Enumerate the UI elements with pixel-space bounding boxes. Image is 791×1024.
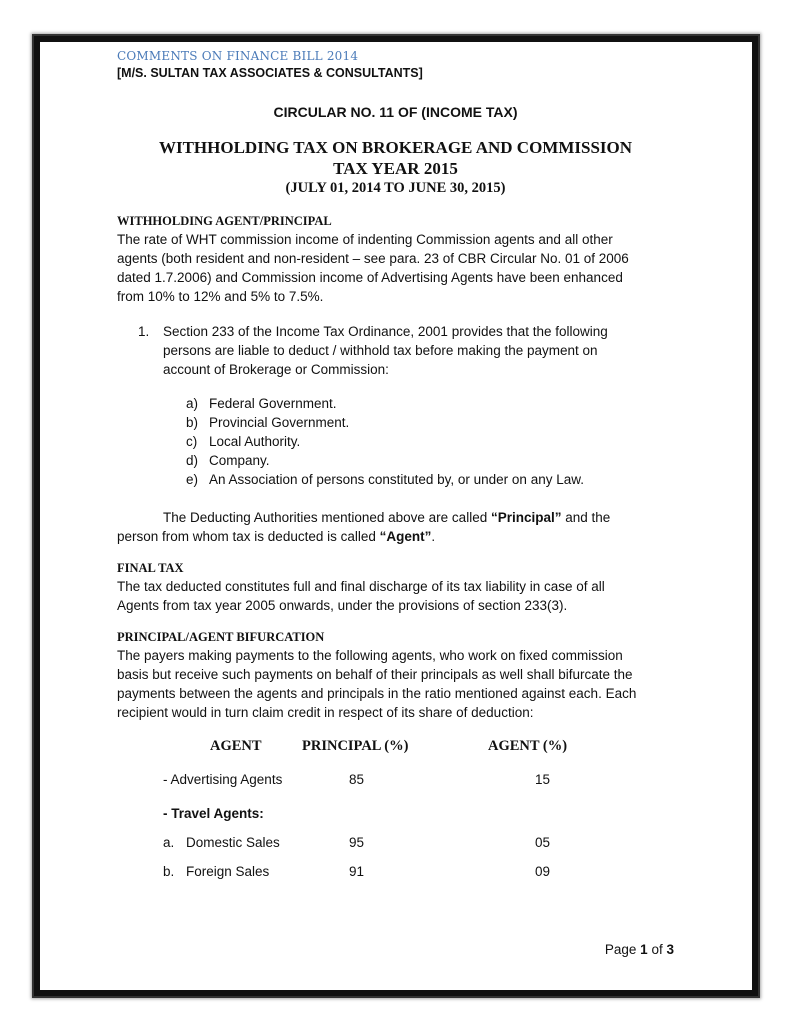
text-run: The Deducting Authorities mentioned above are called [163, 510, 491, 525]
para-line: agents (both resident and non-resident – see para. 23 of CBR Circular No. 01 of 2006 [117, 251, 629, 266]
tax-year: TAX YEAR 2015 [333, 159, 458, 178]
final-tax-paragraph [117, 577, 674, 615]
cell-principal: 85 [349, 772, 365, 787]
list-letter: d) [186, 453, 199, 468]
persons-list [186, 394, 666, 489]
withholding-paragraph [117, 230, 674, 306]
cell-agent: 05 [535, 835, 551, 850]
text-run: . [431, 529, 436, 544]
section-heading-withholding: WITHHOLDING AGENT/PRINCIPAL [117, 214, 332, 228]
list-text: Local Authority. [209, 434, 301, 449]
cell-agent: 09 [535, 864, 551, 879]
total-pages: 3 [666, 942, 674, 957]
para-line [117, 508, 674, 527]
item-line: Section 233 of the Income Tax Ordinance, 2001 provides that the following [163, 324, 608, 339]
column-header-agent-pct: AGENT (%) [488, 738, 568, 754]
para-line: recipient would in turn claim credit in respect of its share of deduction: [117, 705, 534, 720]
column-header-agent: AGENT [210, 738, 262, 754]
list-item [186, 413, 666, 432]
para-line: The tax deducted constitutes full and final discharge of its tax liability in case of all [117, 579, 605, 594]
para-line: dated 1.7.2006) and Commission income of Advertising Agents have been enhanced [117, 270, 623, 285]
item-line: persons are liable to deduct / withhold tax before making the payment on [163, 343, 598, 358]
header-firm: [M/S. SULTAN TAX ASSOCIATES & CONSULTANTS] [117, 66, 423, 80]
cell-agent: 15 [535, 772, 551, 787]
header-title: COMMENTS ON FINANCE BILL 2014 [117, 49, 359, 63]
list-text: Federal Government. [209, 396, 337, 411]
deducting-paragraph [117, 508, 674, 546]
row-label-foreign: Foreign Sales [186, 864, 270, 879]
document-title: WITHHOLDING TAX ON BROKERAGE AND COMMISSION [158, 138, 633, 157]
numbered-item-1 [138, 322, 674, 379]
list-item [186, 451, 666, 470]
row-letter: b. [163, 864, 175, 879]
list-letter: e) [186, 472, 199, 487]
list-item [186, 470, 666, 489]
text-run: person from whom tax is deducted is called [117, 529, 380, 544]
principal-term: “Principal” [490, 510, 562, 525]
list-text: An Association of persons constituted by, or under on any Law. [209, 472, 584, 487]
list-item [186, 394, 666, 413]
column-header-principal: PRINCIPAL (%) [302, 738, 409, 754]
para-line: The rate of WHT commission income of indenting Commission agents and all other [117, 232, 613, 247]
item-line: account of Brokerage or Commission: [163, 362, 389, 377]
item-number: 1. [138, 324, 150, 339]
section-heading-final-tax: FINAL TAX [117, 561, 184, 575]
list-item [186, 432, 666, 451]
page-number [605, 942, 674, 957]
para-line [117, 527, 674, 546]
bifurcation-paragraph [117, 646, 674, 722]
tax-period: (JULY 01, 2014 TO JUNE 30, 2015) [285, 180, 506, 196]
list-letter: b) [186, 415, 199, 430]
para-line: basis but receive such payments on behalf of their principals as well shall bifurcate the [117, 667, 633, 682]
row-letter: a. [163, 835, 175, 850]
row-heading-travel: - Travel Agents: [163, 806, 264, 821]
circular-number: CIRCULAR NO. 11 OF (INCOME TAX) [273, 104, 518, 120]
text-run: and the [561, 510, 611, 525]
para-line: The payers making payments to the following agents, who work on fixed commission [117, 648, 623, 663]
para-line: Agents from tax year 2005 onwards, under the provisions of section 233(3). [117, 598, 568, 613]
current-page: 1 [640, 942, 648, 957]
page-word: Page [604, 942, 637, 957]
list-letter: a) [186, 396, 199, 411]
of-word: of [651, 942, 663, 957]
list-letter: c) [186, 434, 198, 449]
agent-term: “Agent” [379, 529, 432, 544]
para-line: from 10% to 12% and 5% to 7.5%. [117, 289, 324, 304]
list-text: Company. [209, 453, 270, 468]
list-text: Provincial Government. [209, 415, 350, 430]
row-label-advertising: - Advertising Agents [163, 772, 283, 787]
row-label-domestic: Domestic Sales [186, 835, 280, 850]
section-heading-bifurcation: PRINCIPAL/AGENT BIFURCATION [117, 630, 325, 644]
para-line: payments between the agents and principals in the ratio mentioned against each. Each [117, 686, 637, 701]
cell-principal: 95 [349, 835, 365, 850]
cell-principal: 91 [349, 864, 365, 879]
